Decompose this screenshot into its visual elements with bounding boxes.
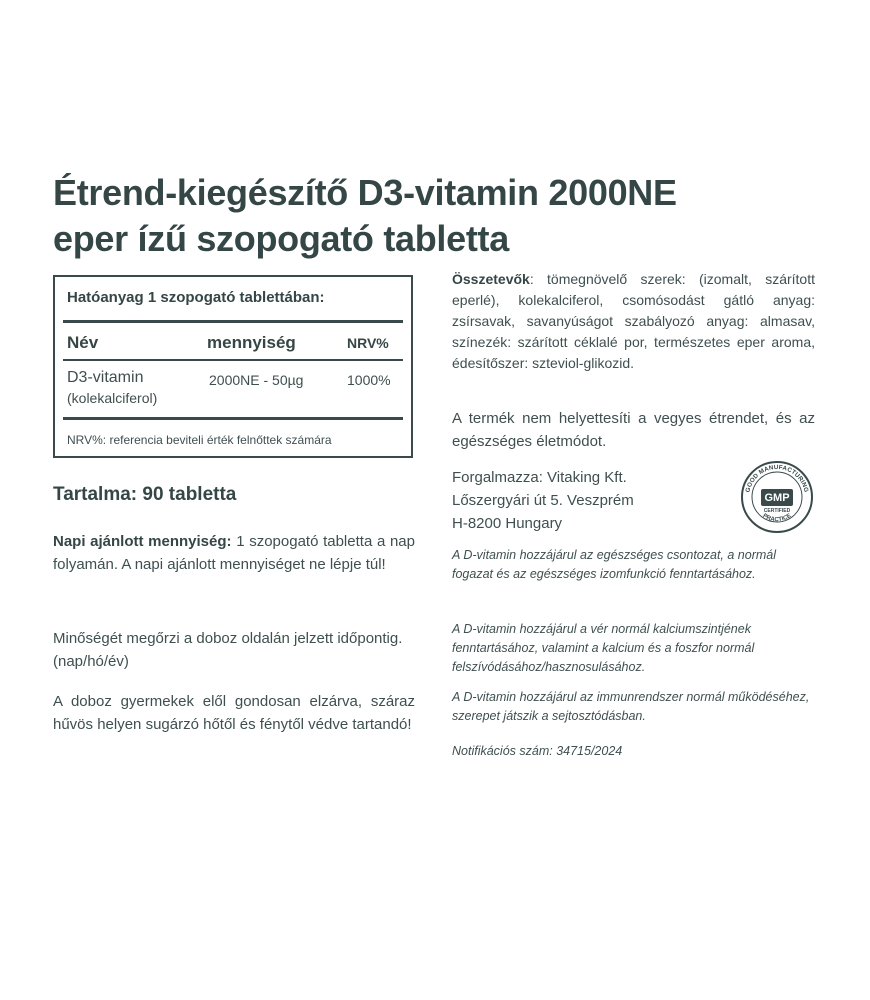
contents-count: Tartalma: 90 tabletta (53, 484, 237, 505)
row-name: D3-vitamin (67, 369, 144, 386)
distributor-line-3: H-8200 Hungary (452, 515, 563, 532)
gmp-ring-text: GOOD MANUFACTURING (744, 463, 810, 494)
svg-text:GOOD MANUFACTURING (744, 464, 809, 493)
health-claim-2: A D-vitamin hozzájárul a vér normál kalciumszintjének fenntartásához, valamint a kalcium és a foszfor normál felszívódásához/hasznosulásához. (452, 622, 755, 674)
nutrition-footnote: NRV%: referencia beviteli érték felnőttek számára (67, 433, 332, 447)
row-name-sub: (kolekalciferol) (67, 390, 158, 406)
nutrition-table (53, 275, 413, 458)
storage-text: A doboz gyermekek elől gondosan elzárva, száraz hűvös helyen sugárzó hőtől és fénytől védve tartandó! (53, 693, 415, 733)
column-header-nrv: NRV% (347, 335, 389, 351)
daily-dose-text (53, 530, 415, 576)
svg-text:PRACTICE (762, 513, 793, 523)
ingredients-body: : tömegnövelő szerek: (izomalt, szárított eperlé), kolekalciferol, csomósodást gátló anyag: zsírsavak, savanyúságot szabályozó anyag: almasav, színezék: szárított céklalé por, természetes eper aroma, édesítőszer: szteviol-glikozid. (452, 271, 815, 371)
notification-number: Notifikációs szám: 34715/2024 (452, 744, 623, 758)
row-nrv: 1000% (347, 372, 391, 388)
gmp-ring-bottom: PRACTICE (761, 513, 793, 524)
divider (63, 417, 403, 420)
ingredients-label: Összetevők (452, 271, 530, 287)
column-header-quantity: mennyiség (207, 333, 296, 352)
gmp-center-sub: CERTIFIED (763, 508, 791, 514)
distributor (452, 466, 712, 535)
divider (63, 359, 403, 361)
gmp-certified-badge (740, 460, 814, 534)
ingredients-text (452, 269, 815, 374)
divider (63, 320, 403, 323)
distributor-line-2: Lőszergyári út 5. Veszprém (452, 492, 634, 509)
title-line-1: Étrend-kiegészítő D3-vitamin 2000NE (53, 172, 677, 213)
diet-note: A termék nem helyettesíti a vegyes étrendet, és az egészséges életmódot. (452, 410, 815, 450)
daily-dose-label: Napi ajánlott mennyiség: (53, 533, 232, 550)
row-quantity: 2000NE - 50µg (209, 372, 304, 388)
best-before-text: Minőségét megőrzi a doboz oldalán jelzett időpontig. (nap/hó/év) (53, 630, 403, 670)
health-claim-3: A D-vitamin hozzájárul az immunrendszer normál működéséhez, szerepet játszik a sejtosztódásban. (452, 690, 810, 723)
distributor-line-1: Forgalmazza: Vitaking Kft. (452, 469, 627, 486)
gmp-center-text: GMP (764, 492, 790, 504)
nutrition-heading: Hatóanyag 1 szopogató tablettában: (67, 289, 325, 306)
health-claim-1: A D-vitamin hozzájárul az egészséges csontozat, a normál fogazat és az egészséges izomfunkció fenntartásához. (452, 548, 776, 581)
title-line-2: eper ízű szopogató tabletta (53, 218, 509, 259)
column-header-name: Név (67, 333, 99, 352)
daily-dose-body: 1 szopogató tabletta a nap folyamán. A napi ajánlott mennyiséget ne lépje túl! (53, 533, 415, 573)
product-title (53, 170, 853, 262)
